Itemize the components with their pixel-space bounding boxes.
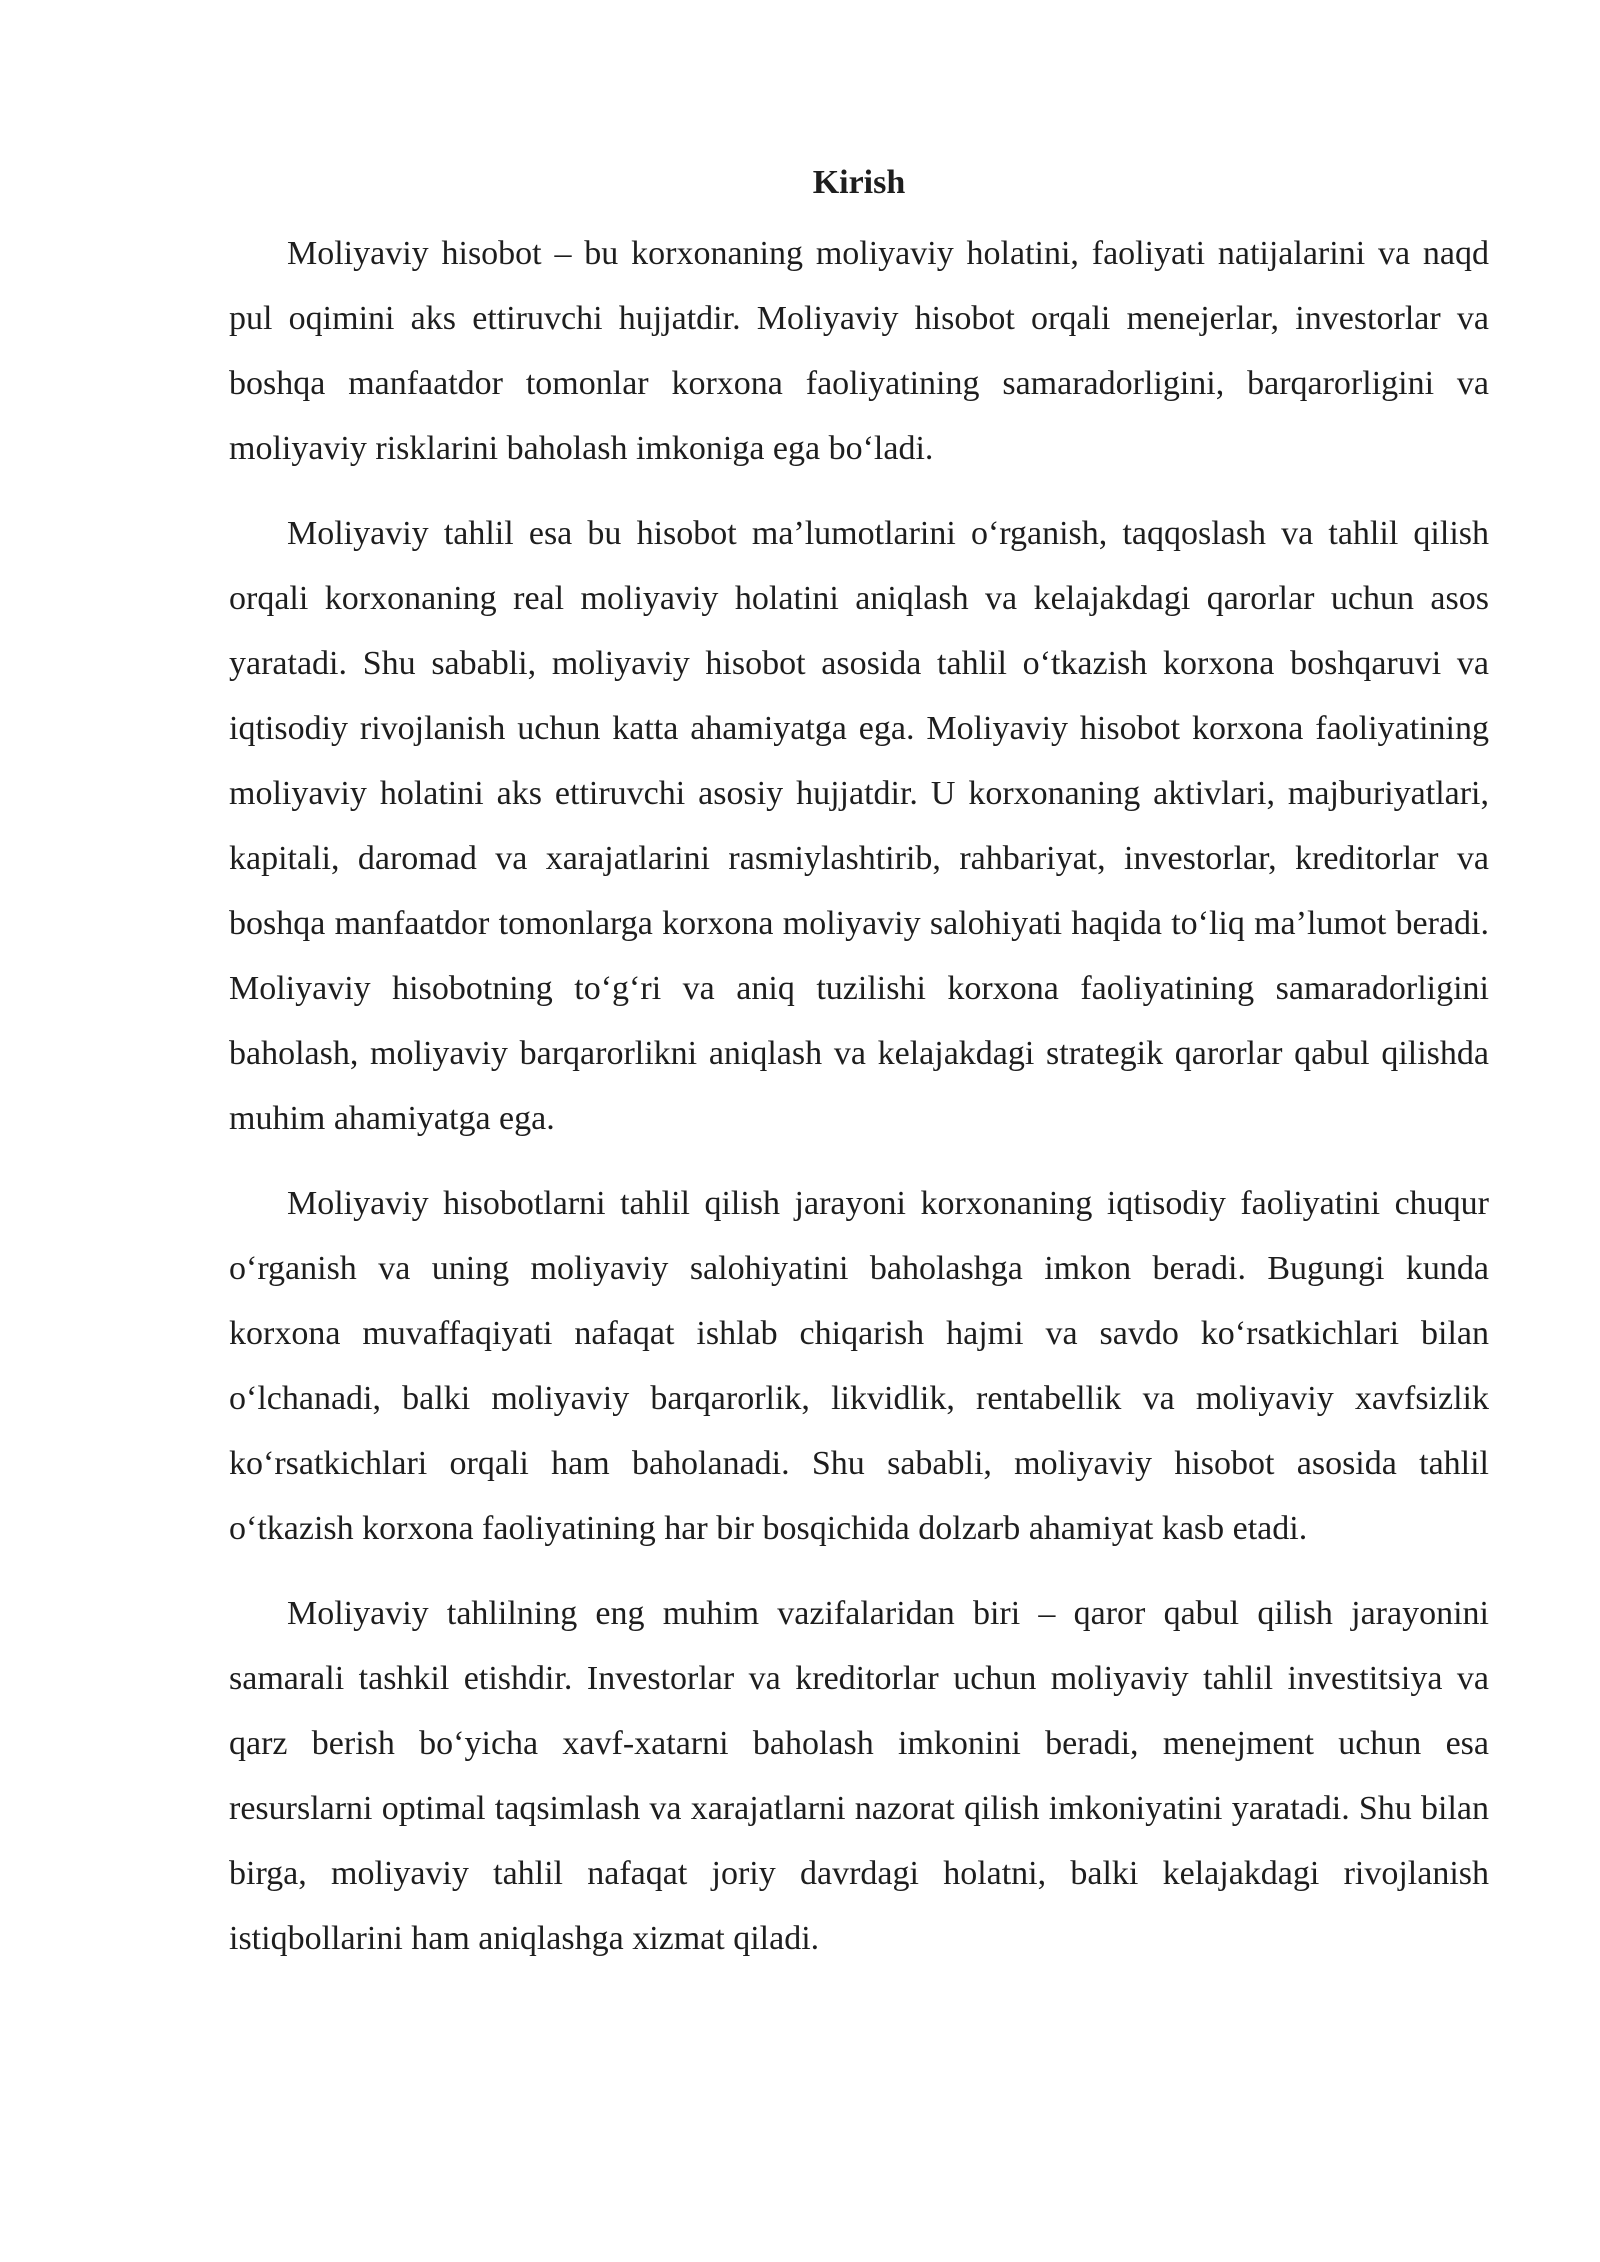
paragraph-3: Moliyaviy hisobotlarni tahlil qilish jarayoni korxonaning iqtisodiy faoliyatini chuqur o‘rganish va uning moliyaviy salohiyatini baholashga imkon beradi. Bugungi kunda korxona muvaffaqiyati nafaqat ishlab chiqarish hajmi va savdo ko‘rsatkichlari bilan o‘lchanadi, balki moliyaviy barqarorlik, likvidlik, rentabellik va moliyaviy xavfsizlik ko‘rsatkichlari orqali ham baholanadi. Shu sababli, moliyaviy hisobot asosida tahlil o‘tkazish korxona faoliyatining har bir bosqichida dolzarb ahamiyat kasb etadi.: [229, 1185, 1489, 1547]
paragraph-2: Moliyaviy tahlil esa bu hisobot ma’lumotlarini o‘rganish, taqqoslash va tahlil qilish orqali korxonaning real moliyaviy holatini aniqlash va kelajakdagi qarorlar uchun asos yaratadi. Shu sababli, moliyaviy hisobot asosida tahlil o‘tkazish korxona boshqaruvi va iqtisodiy rivojlanish uchun katta ahamiyatga ega. Moliyaviy hisobot korxona faoliyatining moliyaviy holatini aks ettiruvchi asosiy hujjatdir. U korxonaning aktivlari, majburiyatlari, kapitali, daromad va xarajatlarini rasmiylashtirib, rahbariyat, investorlar, kreditorlar va boshqa manfaatdor tomonlarga korxona moliyaviy salohiyati haqida to‘liq ma’lumot beradi. Moliyaviy hisobotning to‘g‘ri va aniq tuzilishi korxona faoliyatining samaradorligini baholash, moliyaviy barqarorlikni aniqlash va kelajakdagi strategik qarorlar qabul qilishda muhim ahamiyatga ega.: [229, 515, 1489, 1137]
paragraph-4: Moliyaviy tahlilning eng muhim vazifalaridan biri – qaror qabul qilish jarayonini samarali tashkil etishdir. Investorlar va kreditorlar uchun moliyaviy tahlil investitsiya va qarz berish bo‘yicha xavf-xatarni baholash imkonini beradi, menejment uchun esa resurslarni optimal taqsimlash va xarajatlarni nazorat qilish imkoniyatini yaratadi. Shu bilan birga, moliyaviy tahlil nafaqat joriy davrdagi holatni, balki kelajakdagi rivojlanish istiqbollarini ham aniqlashga xizmat qiladi.: [229, 1595, 1489, 1957]
document-body: [229, 150, 1489, 1991]
page-title: Kirish: [812, 164, 906, 201]
paragraph-1: Moliyaviy hisobot – bu korxonaning moliyaviy holatini, faoliyati natijalarini va naqd pul oqimini aks ettiruvchi hujjatdir. Moliyaviy hisobot orqali menejerlar, investorlar va boshqa manfaatdor tomonlar korxona faoliyatining samaradorligini, barqarorligini va moliyaviy risklarini baholash imkoniga ega bo‘ladi.: [229, 235, 1489, 467]
